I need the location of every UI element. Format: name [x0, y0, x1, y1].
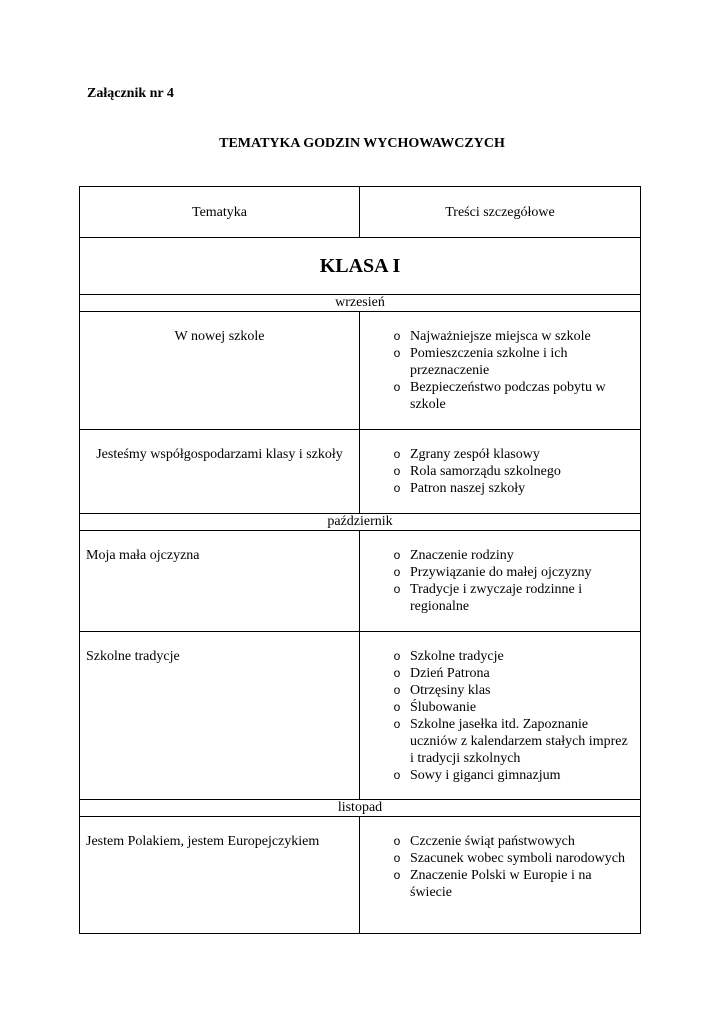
month-row — [80, 514, 641, 531]
list-item: o Przywiązanie do małej ojczyzny — [410, 564, 634, 581]
month-label: wrzesień — [80, 295, 641, 312]
list-item: o Bezpieczeństwo podczas pobytu w szkole — [410, 379, 634, 413]
list-item: o Rola samorządu szkolnego — [410, 463, 634, 480]
table-row — [80, 312, 641, 430]
details-cell — [360, 430, 641, 514]
list-item: o Dzień Patrona — [410, 665, 634, 682]
table-row — [80, 632, 641, 800]
bullet-icon: o — [393, 834, 401, 848]
list-item: o Patron naszej szkoły — [410, 480, 634, 497]
bullet-icon: o — [393, 683, 401, 697]
list-item: o Sowy i giganci gimnazjum — [410, 767, 634, 784]
bullet-icon: o — [393, 666, 401, 680]
details-cell — [360, 632, 641, 800]
details-cell — [360, 312, 641, 430]
bullet-icon: o — [393, 464, 401, 478]
header-details: Treści szczegółowe — [360, 187, 641, 238]
header-topic: Tematyka — [80, 187, 360, 238]
list-item: o Tradycje i zwyczaje rodzinne i regionalne — [410, 581, 634, 615]
bullet-icon: o — [393, 851, 401, 865]
topic-cell: W nowej szkole — [80, 312, 360, 430]
table-header-row — [80, 187, 641, 238]
annex-label: Załącznik nr 4 — [87, 86, 174, 101]
bullet-icon: o — [393, 380, 401, 394]
details-cell — [360, 817, 641, 934]
list-item: o Najważniejsze miejsca w szkole — [410, 328, 634, 345]
month-label: październik — [80, 514, 641, 531]
list-item: o Znaczenie Polski w Europie i na świecie — [410, 867, 634, 901]
list-item: o Szkolne tradycje — [410, 648, 634, 665]
bullet-icon: o — [393, 565, 401, 579]
list-item: o Otrzęsiny klas — [410, 682, 634, 699]
table-row — [80, 817, 641, 934]
table-row — [80, 531, 641, 632]
topics-table — [79, 186, 641, 934]
document-title: TEMATYKA GODZIN WYCHOWAWCZYCH — [219, 136, 505, 151]
topic-cell: Jesteśmy współgospodarzami klasy i szkoły — [80, 430, 360, 514]
bullet-icon: o — [393, 329, 401, 343]
month-label: listopad — [80, 800, 641, 817]
bullet-icon: o — [393, 481, 401, 495]
bullet-icon: o — [393, 346, 401, 360]
list-item: o Znaczenie rodziny — [410, 547, 634, 564]
bullet-icon: o — [393, 700, 401, 714]
bullet-icon: o — [393, 447, 401, 461]
list-item: o Zgrany zespół klasowy — [410, 446, 634, 463]
bullet-icon: o — [393, 768, 401, 782]
topic-cell: Jestem Polakiem, jestem Europejczykiem — [80, 817, 360, 934]
bullet-icon: o — [393, 868, 401, 882]
month-row — [80, 800, 641, 817]
topic-cell: Moja mała ojczyzna — [80, 531, 360, 632]
bullet-icon: o — [393, 649, 401, 663]
list-item: o Pomieszczenia szkolne i ich przeznaczenie — [410, 345, 634, 379]
list-item: o Szacunek wobec symboli narodowych — [410, 850, 634, 867]
bullet-icon: o — [393, 582, 401, 596]
list-item: o Ślubowanie — [410, 699, 634, 716]
topic-cell: Szkolne tradycje — [80, 632, 360, 800]
class-row — [80, 238, 641, 295]
details-cell — [360, 531, 641, 632]
list-item: o Czczenie świąt państwowych — [410, 833, 634, 850]
bullet-icon: o — [393, 548, 401, 562]
month-row — [80, 295, 641, 312]
class-title: KLASA I — [80, 238, 641, 295]
list-item: o Szkolne jasełka itd. Zapoznanie uczniów z kalendarzem stałych imprez i tradycji szkolnych — [410, 716, 634, 767]
bullet-icon: o — [393, 717, 401, 731]
table-row — [80, 430, 641, 514]
